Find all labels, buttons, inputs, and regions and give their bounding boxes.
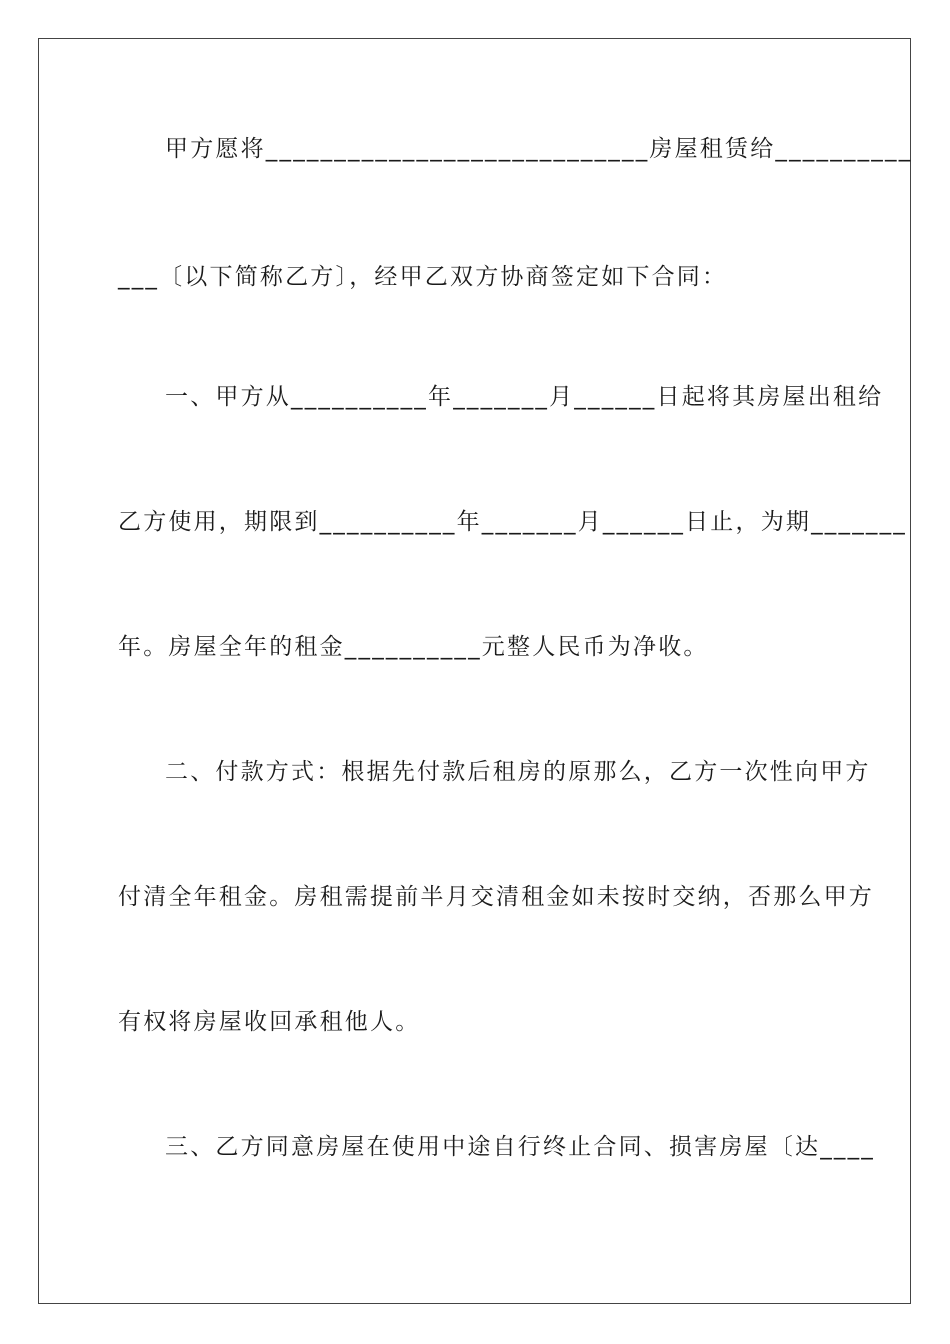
contract-line-intro-cont: ___〔以下简称乙方〕，经甲乙双方协商签定如下合同： [118,264,728,290]
contract-clause-1-line-2: 乙方使用，期限到__________年_______月______日止，为期_______ [118,509,907,535]
contract-clause-1-line-3: 年。房屋全年的租金__________元整人民币为净收。 [118,634,709,660]
contract-clause-3-line-1: 三、乙方同意房屋在使用中途自行终止合同、损害房屋〔达____ [165,1134,875,1160]
page-border [38,38,911,1304]
contract-clause-2-line-2: 付清全年租金。房租需提前半月交清租金如未按时交纳，否那么甲方 [118,884,874,910]
contract-clause-1-line-1: 一、甲方从__________年_______月______日起将其房屋出租给 [165,384,884,410]
contract-clause-2-line-1: 二、付款方式：根据先付款后租房的原那么，乙方一次性向甲方 [165,759,871,785]
contract-line-intro: 甲方愿将____________________________房屋租赁给__________ [165,136,913,162]
contract-clause-2-line-3: 有权将房屋收回承租他人。 [118,1009,421,1035]
